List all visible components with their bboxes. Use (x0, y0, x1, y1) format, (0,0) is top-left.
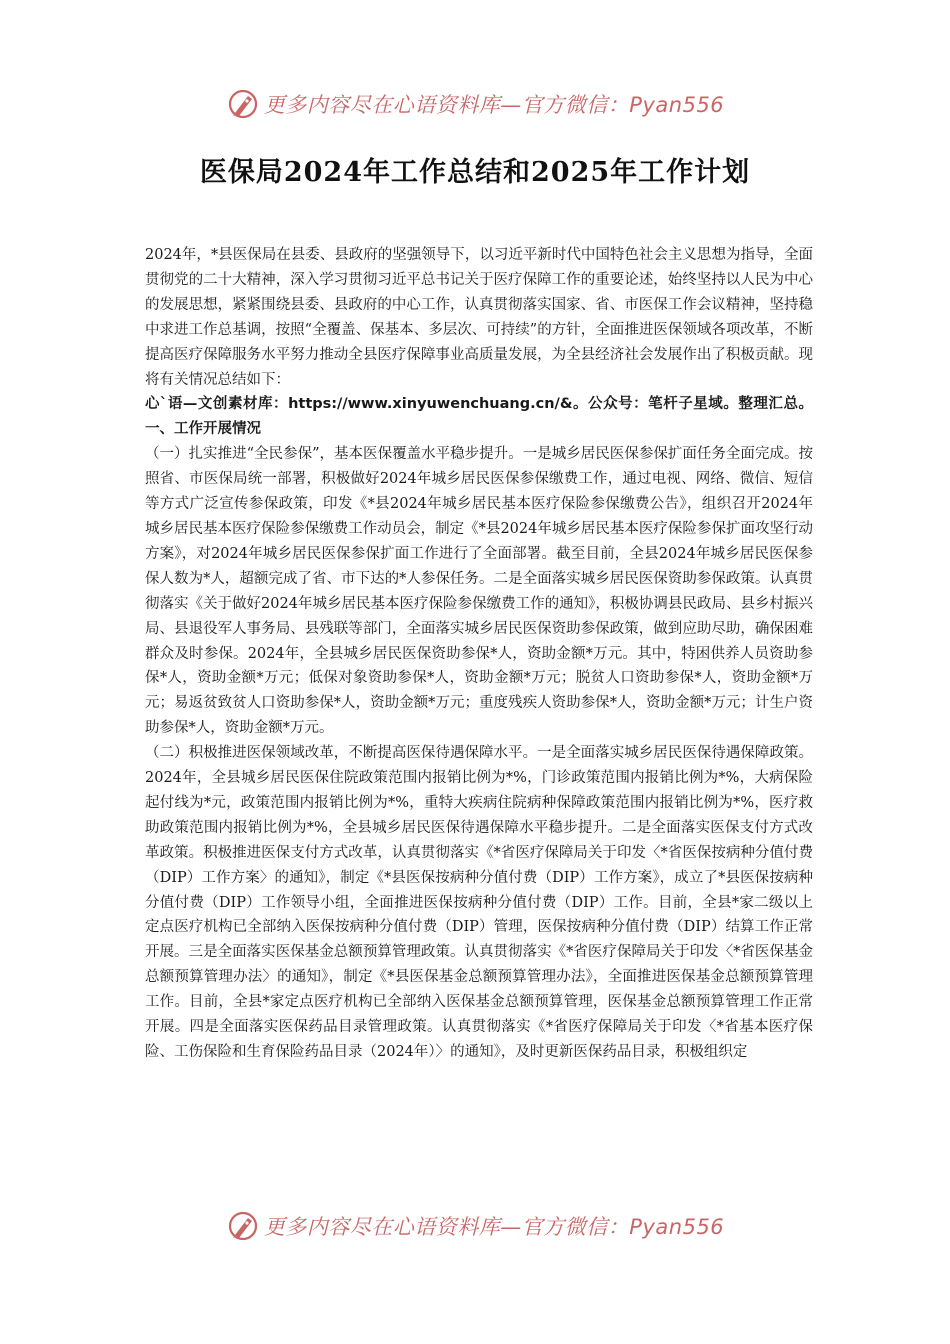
header-watermark-banner (0, 84, 950, 124)
pen-nib-logo-icon (226, 87, 260, 121)
footer-watermark-banner (0, 1206, 950, 1246)
paragraph-intro: 2024年，*县医保局在县委、县政府的坚强领导下，以习近平新时代中国特色社会主义思想为指导，全面贯彻党的二十大精神，深入学习贯彻习近平总书记关于医疗保障工作的重要论述，始终坚持以人民为中心的发展思想，紧紧围绕县委、县政府的中心工作，认真贯彻落实国家、省、市医保工作会议精神，坚持稳中求进工作总基调，按照“全覆盖、保基本、多层次、可持续”的方针，全面推进医保领域各项改革，不断提高医疗保障服务水平努力推动全县医疗保障事业高质量发展，为全县经济社会发展作出了积极贡献。现将有关情况总结如下： (145, 247, 813, 388)
document-title: 医保局2024年工作总结和2025年工作计划 (199, 157, 751, 188)
document-body (145, 243, 813, 1065)
paragraph-section-1: （一）扎实推进“全民参保”，基本医保覆盖水平稳步提升。一是城乡居民医保参保扩面任务全面完成。按照省、市医保局统一部署，积极做好2024年城乡居民医保参保缴费工作，通过电视、网络、微信、短信等方式广泛宣传参保政策，印发《*县2024年城乡居民基本医疗保险参保缴费公告》，组织召开2024年城乡居民基本医疗保险参保缴费工作动员会，制定《*县2024年城乡居民基本医疗保险参保扩面攻坚行动方案》，对2024年城乡居民医保参保扩面工作进行了全面部署。截至目前，全县2024年城乡居民医保参保人数为*人，超额完成了省、市下达的*人参保任务。二是全面落实城乡居民医保资助参保政策。认真贯彻落实《关于做好2024年城乡居民基本医疗保险参保缴费工作的通知》，积极协调县民政局、县乡村振兴局、县退役军人事务局、县残联等部门，全面落实城乡居民医保资助参保政策，做到应助尽助，确保困难群众及时参保。2024年，全县城乡居民医保资助参保*人，资助金额*万元。其中，特困供养人员资助参保*人，资助金额*万元；低保对象资助参保*人，资助金额*万元；脱贫人口资助参保*人，资助金额*万元；易返贫致贫人口资助参保*人，资助金额*万元；重度残疾人资助参保*人，资助金额*万元；计生户资助参保*人，资助金额*万元。 (145, 446, 813, 737)
watermark-text: 更多内容尽在心语资料库—官方微信：Pyan556 (263, 1215, 725, 1239)
paragraph-source-note: 心`语—文创素材库：https://www.xinyuwenchuang.cn/&。公众号：笔杆子星域。整理汇总。一、工作开展情况 (145, 396, 813, 438)
pen-nib-logo-icon (226, 1209, 260, 1243)
paragraph-section-2: （二）积极推进医保领域改革，不断提高医保待遇保障水平。一是全面落实城乡居民医保待遇保障政策。2024年，全县城乡居民医保住院政策范围内报销比例为*%，门诊政策范围内报销比例为*%，大病保险起付线为*元，政策范围内报销比例为*%，重特大疾病住院病种保障政策范围内报销比例为*%，医疗救助政策范围内报销比例为*%，全县城乡居民医保待遇保障水平稳步提升。二是全面落实医保支付方式改革政策。积极推进医保支付方式改革，认真贯彻落实《*省医疗保障局关于印发〈*省医保按病种分值付费（DIP）工作方案〉的通知》，制定《*县医保按病种分值付费（DIP）工作方案》，成立了*县医保按病种分值付费（DIP）工作领导小组，全面推进医保按病种分值付费（DIP）工作。目前，全县*家二级以上定点医疗机构已全部纳入医保按病种分值付费（DIP）管理，医保按病种分值付费（DIP）结算工作正常开展。三是全面落实医保基金总额预算管理政策。认真贯彻落实《*省医疗保障局关于印发〈*省医保基金总额预算管理办法〉的通知》，制定《*县医保基金总额预算管理办法》，全面推进医保基金总额预算管理工作。目前，全县*家定点医疗机构已全部纳入医保基金总额预算管理，医保基金总额预算管理工作正常开展。四是全面落实医保药品目录管理政策。认真贯彻落实《*省医疗保障局关于印发〈*省基本医疗保险、工伤保险和生育保险药品目录（2024年）〉的通知》，及时更新医保药品目录，积极组织定 (145, 745, 813, 1060)
watermark-text: 更多内容尽在心语资料库—官方微信：Pyan556 (263, 93, 725, 117)
